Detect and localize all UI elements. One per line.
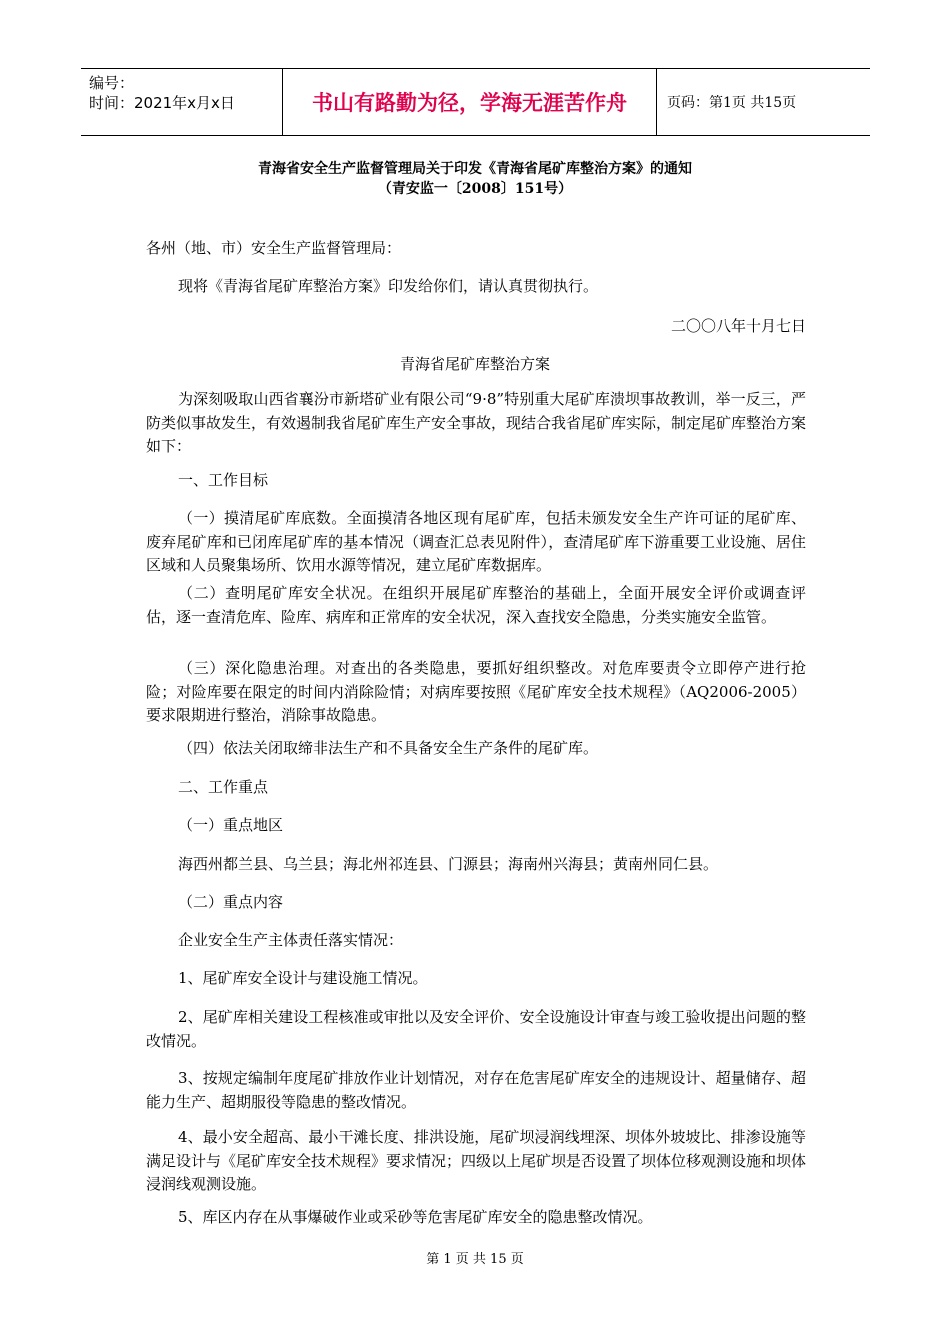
header-motto: 书山有路勤为径，学海无涯苦作舟 bbox=[283, 69, 657, 135]
time-label: 时间：2021年x月x日 bbox=[89, 94, 235, 112]
page-footer: 第 1 页 共 15 页 bbox=[426, 1252, 524, 1267]
subheading-content: （二）重点内容 bbox=[178, 893, 284, 911]
content-item-2: 2、尾矿库相关建设工程核准或审批以及安全评价、安全设施设计审查与竣工验收提出问题的整改情况。 bbox=[146, 1008, 806, 1050]
goal-3: （三）深化隐患治理。对查出的各类隐患，要抓好组织整改。对危库要责令立即停产进行抢险；对险库要在限定的时间内消除险情；对病库要按照《尾矿库安全技术规程》（AQ2006-2005）要求限期进行整治，消除事故隐患。 bbox=[146, 659, 806, 724]
header-page-info: 页码：第1页 共15页 bbox=[667, 95, 797, 111]
content-item-4: 4、最小安全超高、最小干滩长度、排洪设施，尾矿坝浸润线埋深、坝体外坡坡比、排渗设施等满足设计与《尾矿库安全技术规程》要求情况；四级以上尾矿坝是否设置了坝体位移观测设施和坝体浸润线观测设施。 bbox=[146, 1128, 807, 1193]
plan-title: 青海省尾矿库整治方案 bbox=[399, 355, 550, 373]
goal-2: （二）查明尾矿库安全状况。在组织开展尾矿库整治的基础上，全面开展安全评价或调查评估，逐一查清危库、险库、病库和正常库的安全状况，深入查找安全隐患，分类实施安全监管。 bbox=[146, 584, 806, 626]
section-heading-goals: 一、工作目标 bbox=[178, 471, 269, 489]
number-label: 编号： bbox=[89, 74, 135, 92]
content-item-3: 3、按规定编制年度尾矿排放作业计划情况，对存在危害尾矿库安全的违规设计、超量储存、超能力生产、超期服役等隐患的整改情况。 bbox=[146, 1069, 806, 1111]
document-number: （青安监一〔2008〕151号） bbox=[377, 181, 573, 197]
content-item-1: 1、尾矿库安全设计与建设施工情况。 bbox=[178, 969, 428, 987]
plan-intro-paragraph: 为深刻吸取山西省襄汾市新塔矿业有限公司“9·8”特别重大尾矿库溃坝事故教训，举一反三，严防类似事故发生，有效遏制我省尾矿库生产安全事故，现结合我省尾矿库实际，制定尾矿库整治方案如下： bbox=[146, 390, 807, 455]
content-lead: 企业安全生产主体责任落实情况： bbox=[178, 931, 404, 949]
intro-paragraph: 现将《青海省尾矿库整治方案》印发给你们，请认真贯彻执行。 bbox=[178, 277, 599, 295]
page-header bbox=[81, 68, 870, 136]
content-item-5: 5、库区内存在从事爆破作业或采砂等危害尾矿库安全的隐患整改情况。 bbox=[178, 1208, 653, 1226]
subheading-regions: （一）重点地区 bbox=[178, 816, 284, 834]
section-heading-focus: 二、工作重点 bbox=[178, 778, 269, 796]
goal-1: （一）摸清尾矿库底数。全面摸清各地区现有尾矿库，包括未颁发安全生产许可证的尾矿库、废弃尾矿库和已闭库尾矿库的基本情况（调查汇总表见附件），查清尾矿库下游重要工业设施、居住区域和人员聚集场所、饮用水源等情况，建立尾矿库数据库。 bbox=[146, 509, 806, 574]
issue-date: 二〇〇八年十月七日 bbox=[670, 317, 806, 335]
header-meta bbox=[81, 69, 283, 135]
document-title: 青海省安全生产监督管理局关于印发《青海省尾矿库整治方案》的通知 bbox=[258, 161, 692, 177]
goal-4: （四）依法关闭取缔非法生产和不具备安全生产条件的尾矿库。 bbox=[178, 739, 599, 757]
regions-list: 海西州都兰县、乌兰县；海北州祁连县、门源县；海南州兴海县；黄南州同仁县。 bbox=[178, 855, 719, 873]
salutation: 各州（地、市）安全生产监督管理局： bbox=[146, 239, 402, 257]
